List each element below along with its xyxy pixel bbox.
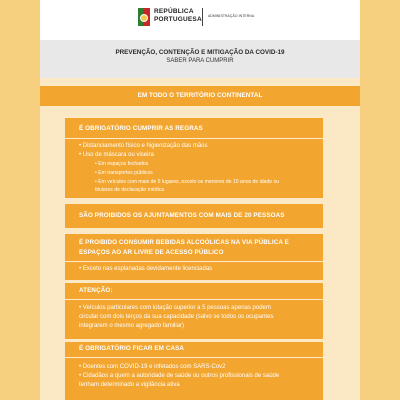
infographic-page	[40, 0, 360, 400]
list-item: circular com dois terços da sua capacidade (salvo se todos os ocupantes	[79, 314, 274, 320]
list-item: tenham determinado a vigilância ativa	[79, 382, 180, 388]
page-subtitle: SABER PARA CUMPRIR	[166, 58, 234, 64]
list-item: • Uso de máscara ou viseira	[79, 152, 154, 158]
section-stay-home	[65, 342, 323, 400]
list-item: • Distanciamento físico e higienização das mãos	[79, 143, 208, 149]
list-item: • Doentes com COVID-19 e infetados com SARS-Cov2	[79, 364, 226, 370]
section-attention	[65, 283, 323, 339]
list-item: integrarem o mesmo agregado familiar)	[79, 323, 185, 329]
divider	[65, 299, 323, 300]
section-rules	[65, 118, 323, 198]
agency-name: ADMINISTRAÇÃO INTERNA	[208, 14, 255, 18]
portugal-flag-icon	[138, 8, 150, 26]
territory-band: EM TODO O TERRITÓRIO CONTINENTAL	[40, 86, 360, 106]
list-item: • Cidadãos a quem a autoridade de saúde ou outros profissionais de saúde	[79, 373, 280, 379]
header	[40, 0, 360, 40]
government-logo	[138, 6, 278, 32]
list-item: • Exceto nas esplanadas devidamente licenciadas	[79, 266, 213, 272]
divider	[65, 261, 323, 262]
section-heading: É OBRIGATÓRIO CUMPRIR AS REGRAS	[79, 125, 203, 132]
logo-text: REPÚBLICA PORTUGUESA	[154, 8, 202, 23]
section-heading: ESPAÇOS AO AR LIVRE DE ACESSO PÚBLICO	[79, 249, 224, 256]
section-heading: É OBRIGATÓRIO FICAR EM CASA	[79, 345, 185, 352]
sub-list-item: • Em espaços fechados	[95, 161, 149, 167]
title-box	[40, 40, 360, 78]
section-heading: ATENÇÃO:	[79, 287, 113, 294]
divider	[65, 138, 323, 139]
sub-list-item: • Em transportes públicos	[95, 170, 153, 176]
divider	[65, 357, 323, 358]
list-item: • Veículos particulares com lotação superior a 5 pessoas apenas podem	[79, 305, 271, 311]
logo-divider	[202, 8, 203, 26]
section-heading: É PROIBIDO CONSUMIR BEBIDAS ALCOÓLICAS NA VIA PÚBLICA E	[79, 239, 289, 246]
section-alcohol	[65, 234, 323, 280]
page-title: PREVENÇÃO, CONTENÇÃO E MITIGAÇÃO DA COVID-19	[115, 49, 285, 56]
section-gatherings	[65, 204, 323, 228]
section-heading: SÃO PROIBIDOS OS AJUNTAMENTOS COM MAIS DE 20 PESSOAS	[79, 212, 285, 219]
sub-list-item: titulares de declaração médica	[95, 187, 165, 193]
sub-list-item: • Em veículos com mais de 5 lugares, exceto os menores de 10 anos de idade ou	[95, 179, 280, 185]
